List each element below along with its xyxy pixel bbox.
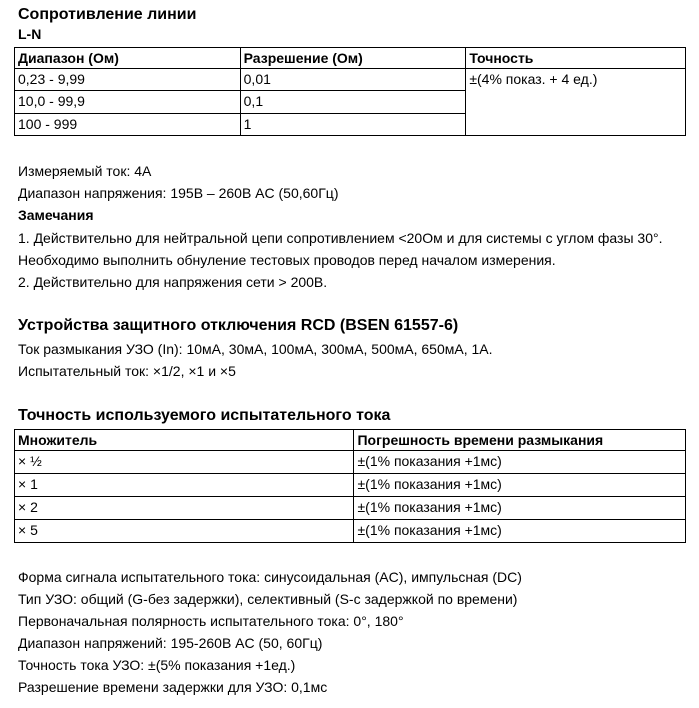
multiplier-cell: × 5 (15, 520, 354, 543)
measured-current: Измеряемый ток: 4А (18, 163, 152, 179)
table-row (15, 497, 686, 520)
section2-title: Устройства защитного отключения RCD (BSEN 61557-6) (18, 317, 459, 334)
section3-title: Точность используемого испытательного тока (18, 407, 391, 424)
voltage-range-line: Диапазон напряжений: 195-260В AC (50, 60Гц) (18, 635, 323, 651)
test-current: Испытательный ток: ×1/2, ×1 и ×5 (18, 363, 236, 379)
voltage-range: Диапазон напряжения: 195В – 260В AC (50,60Гц) (18, 185, 339, 201)
header-trip-time-error: Погрешность времени размыкания (354, 430, 686, 451)
header-range: Диапазон (Ом) (15, 48, 241, 69)
line-resistance-table (14, 47, 686, 136)
note1-line2: Необходимо выполнить обнуление тестовых проводов перед началом измерения. (18, 252, 556, 268)
table-row (15, 474, 686, 497)
error-cell: ±(1% показания +1мс) (354, 451, 686, 474)
table-header-row (15, 48, 686, 69)
note1-line1: 1. Действительно для нейтральной цепи сопротивлением <20Ом и для системы с углом фазы 30°. (18, 230, 663, 246)
resolution-cell: 1 (240, 113, 466, 135)
range-cell: 100 - 999 (15, 113, 241, 135)
section1-subtitle: L-N (18, 26, 42, 42)
accuracy-cell: ±(4% показ. + 4 ед.) (466, 69, 686, 136)
table-row (15, 451, 686, 474)
resolution-cell: 0,1 (240, 91, 466, 113)
error-cell: ±(1% показания +1мс) (354, 520, 686, 543)
multiplier-cell: × 1 (15, 474, 354, 497)
error-cell: ±(1% показания +1мс) (354, 497, 686, 520)
rcd-current-accuracy-line: Точность тока УЗО: ±(5% показания +1ед.) (18, 657, 296, 673)
range-cell: 0,23 - 9,99 (15, 69, 241, 91)
trip-current: Ток размыкания УЗО (In): 10мА, 30мА, 100мА, 300мА, 500мА, 650мА, 1А. (18, 341, 493, 357)
range-cell: 10,0 - 99,9 (15, 91, 241, 113)
error-cell: ±(1% показания +1мс) (354, 474, 686, 497)
header-accuracy: Точность (466, 48, 686, 69)
resolution-cell: 0,01 (240, 69, 466, 91)
rcd-type-line: Тип УЗО: общий (G-без задержки), селективный (S-с задержкой по времени) (18, 591, 518, 607)
table-header-row (15, 430, 686, 451)
delay-resolution-line: Разрешение времени задержки для УЗО: 0,1мс (18, 679, 328, 695)
header-multiplier: Множитель (15, 430, 354, 451)
table-row (15, 69, 686, 91)
notes-title: Замечания (18, 207, 94, 223)
table-row (15, 520, 686, 543)
polarity-line: Первоначальная полярность испытательного тока: 0°, 180° (18, 613, 404, 629)
section1-title: Сопротивление линии (18, 6, 197, 23)
multiplier-cell: × 2 (15, 497, 354, 520)
header-resolution: Разрешение (Ом) (240, 48, 466, 69)
waveform-line: Форма сигнала испытательного тока: синусоидальная (AC), импульсная (DC) (18, 569, 522, 585)
note2: 2. Действительно для напряжения сети > 200В. (18, 274, 328, 290)
multiplier-cell: × ½ (15, 451, 354, 474)
test-current-accuracy-table (14, 429, 686, 543)
